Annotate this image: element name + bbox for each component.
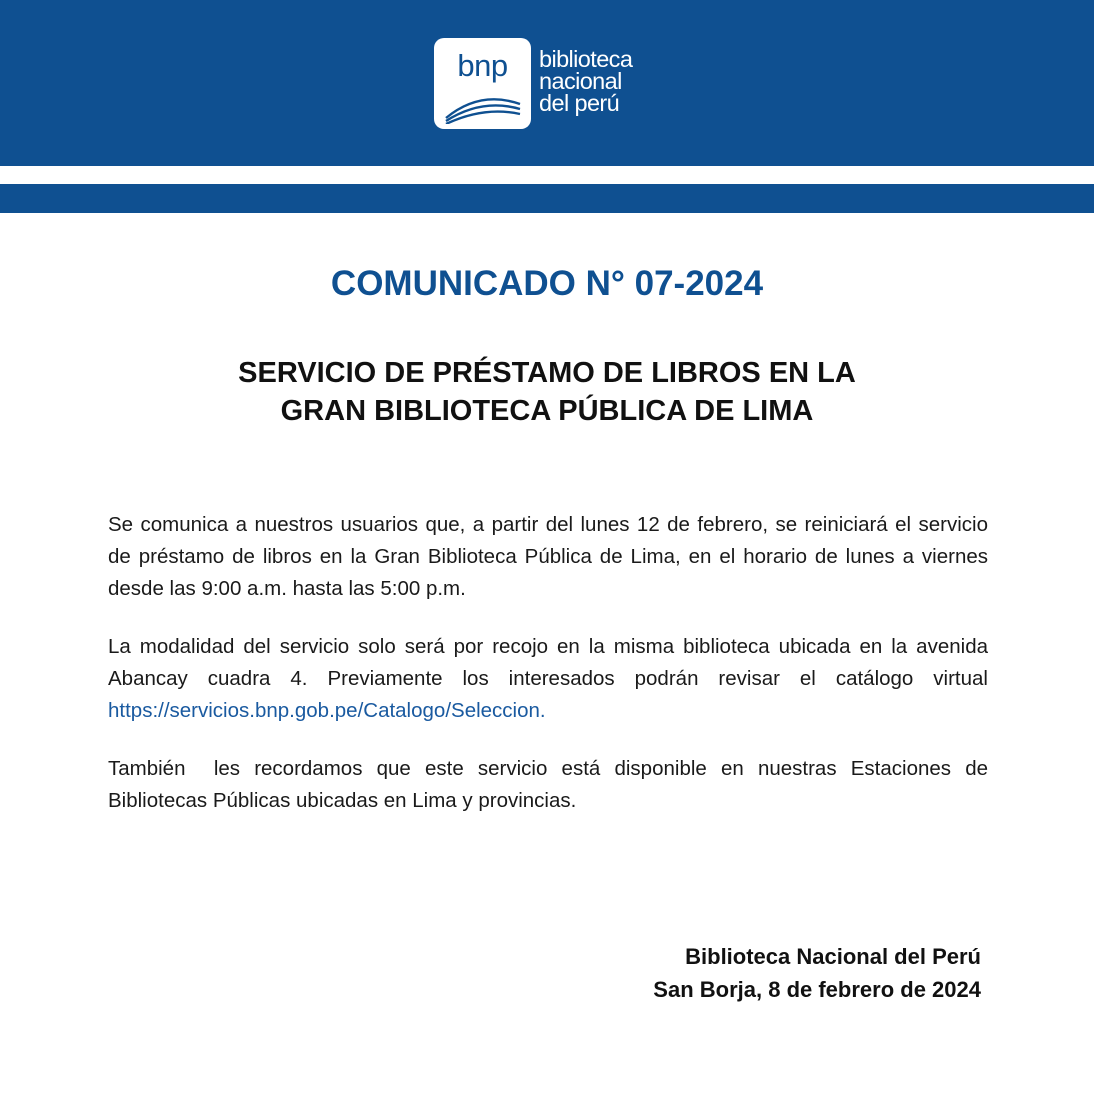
header-stripe xyxy=(0,184,1094,213)
catalog-link[interactable]: https://servicios.bnp.gob.pe/Catalogo/Seleccion. xyxy=(108,699,546,722)
signature-place-date: San Borja, 8 de febrero de 2024 xyxy=(653,977,981,1002)
logo-name-line-3: del perú xyxy=(539,90,620,116)
logo-name xyxy=(539,48,632,114)
page-subtitle xyxy=(0,354,1094,430)
signature-block xyxy=(653,940,981,1006)
bnp-logo xyxy=(434,38,674,130)
paragraph-2-text: La modalidad del servicio solo será por recojo en la misma biblioteca ubicada en la avenida Abancay cuadra 4. Previamente los interesados podrán revisar el catálogo virtual xyxy=(108,635,988,690)
page-title: COMUNICADO N° 07-2024 xyxy=(330,264,764,303)
header-banner xyxy=(0,0,1094,166)
subtitle-line-1: SERVICIO DE PRÉSTAMO DE LIBROS EN LA xyxy=(238,357,856,389)
paragraph-2 xyxy=(108,631,988,727)
paragraph-1: Se comunica a nuestros usuarios que, a partir del lunes 12 de febrero, se reiniciará el servicio de préstamo de libros en la Gran Biblioteca Pública de Lima, en el horario de lunes a viernes desde las 9:00 a.m. hasta las 5:00 p.m. xyxy=(108,513,988,600)
logo-mark xyxy=(434,38,531,129)
logo-name-line-2: nacional xyxy=(539,68,622,94)
subtitle-line-2: GRAN BIBLIOTECA PÚBLICA DE LIMA xyxy=(280,395,814,427)
signature-institution: Biblioteca Nacional del Perú xyxy=(685,944,981,969)
paragraph-3: También les recordamos que este servicio está disponible en nuestras Estaciones de Bibliotecas Públicas ubicadas en Lima y provincias. xyxy=(108,757,994,812)
book-arcs-icon xyxy=(442,88,524,124)
announcement-body xyxy=(108,509,994,843)
logo-abbreviation: bnp xyxy=(457,48,508,83)
logo-name-line-1: biblioteca xyxy=(539,46,633,72)
